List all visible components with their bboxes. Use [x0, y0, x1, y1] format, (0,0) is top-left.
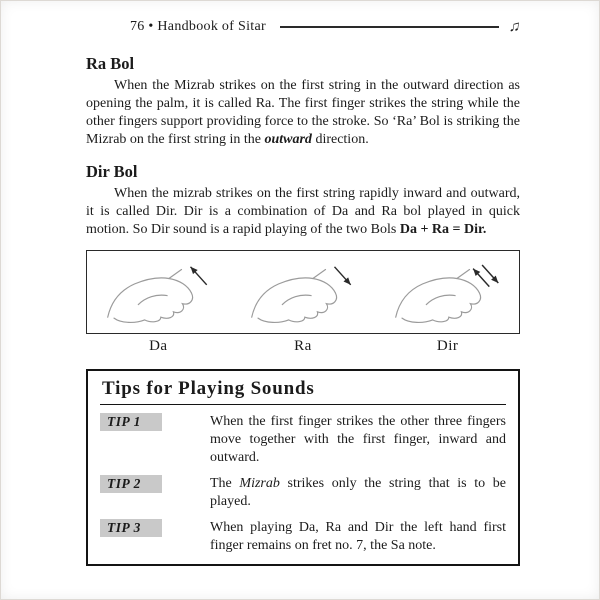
hand-illustration-da: [87, 251, 231, 333]
page-header: [130, 18, 520, 36]
figure-labels: [86, 338, 520, 358]
page-content: [86, 18, 520, 566]
inward-stroke-arrow: [191, 267, 207, 285]
hand-sketch-ra: [238, 256, 368, 328]
tip-row-3: [100, 519, 506, 555]
figure-label-da: Da: [149, 338, 168, 354]
tip-2-text: The Mizrab strikes only the string that is to be played.: [210, 476, 506, 509]
tip-1-text: When the first finger strikes the other three fingers move together with the first finger, inward and outward.: [210, 414, 506, 465]
tips-box: [86, 369, 520, 566]
tip-row-2: [100, 475, 506, 511]
figure-label-ra: Ra: [294, 338, 312, 354]
inward-and-outward-arrows: [473, 265, 498, 287]
hand-sketch-dir: [382, 256, 512, 328]
tip-3-label: TIP 3: [100, 519, 162, 537]
outward-stroke-arrow: [335, 267, 351, 285]
paragraph-ra-bol: When the Mizrab strikes on the first string in the outward direction as opening the palm, it is called Ra. The first finger strikes the string while the other fingers support providing force to the stroke. So ‘Ra’ Bol is striking the Mizrab on the first string in the outward direction.: [86, 78, 520, 147]
page-number-and-title: 76 • Handbook of Sitar: [130, 19, 266, 34]
tips-title: Tips for Playing Sounds: [100, 378, 506, 405]
paragraph-dir-bol: When the mizrab strikes on the first string rapidly inward and outward, it is called Dir. Dir is a combination of Da and Ra bol played in quick motion. So Dir sound is a rapid playing of the two Bols Da + Ra = Dir.: [86, 186, 520, 237]
tip-1-label: TIP 1: [100, 413, 162, 431]
figure-label-dir: Dir: [436, 338, 459, 354]
section-heading-ra-bol: Ra Bol: [86, 54, 135, 73]
hand-illustration-dir: [375, 251, 519, 333]
hand-illustration-ra: [231, 251, 375, 333]
section-heading-dir-bol: Dir Bol: [86, 162, 138, 181]
tip-2-label: TIP 2: [100, 475, 162, 493]
figure-box-hand-strokes: [86, 250, 520, 334]
header-rule: [280, 26, 499, 28]
tip-3-text: When playing Da, Ra and Dir the left hand first finger remains on fret no. 7, the Sa note.: [210, 520, 506, 553]
music-notes-icon: ♫: [507, 18, 522, 35]
tip-row-1: [100, 413, 506, 467]
hand-sketch-da: [94, 256, 224, 328]
